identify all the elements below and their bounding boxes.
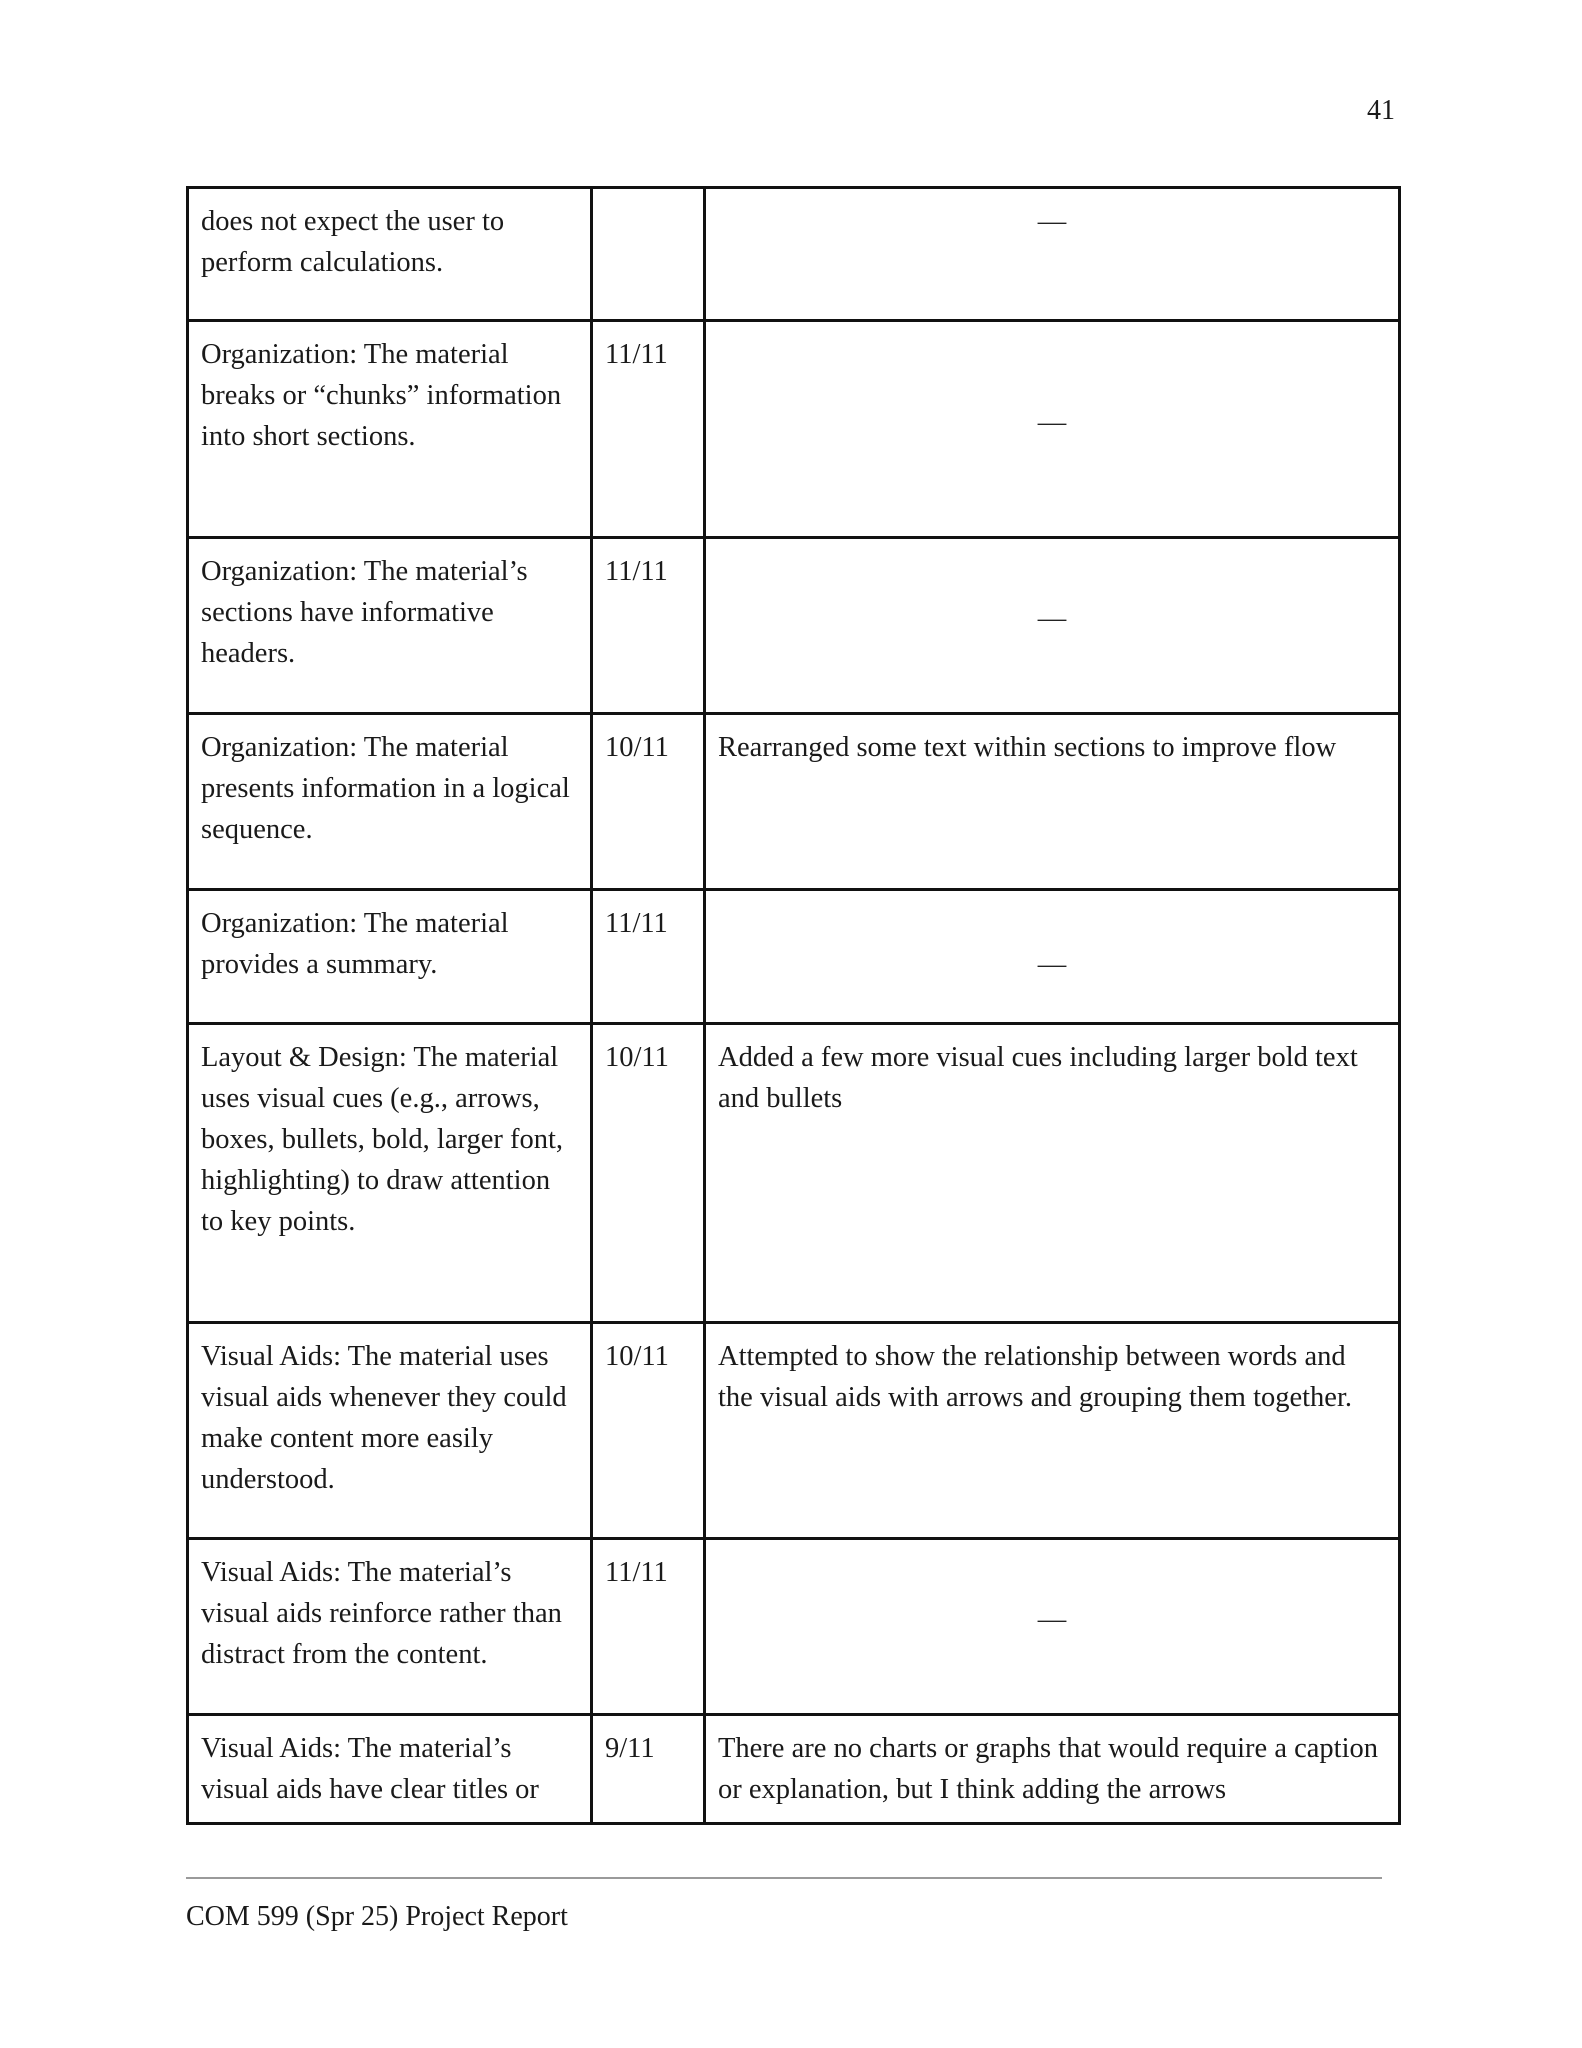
table-row <box>188 890 1400 1024</box>
score-cell: 11/11 <box>592 1539 705 1715</box>
table-row <box>188 538 1400 714</box>
note-cell: Rearranged some text within sections to improve flow <box>705 714 1400 890</box>
score-cell: 10/11 <box>592 1024 705 1323</box>
table-row <box>188 1323 1400 1539</box>
criterion-cell: Organization: The material breaks or “chunks” information into short sections. <box>188 321 592 538</box>
table-row <box>188 1024 1400 1323</box>
dash-mark: — <box>1037 206 1067 237</box>
table-row <box>188 714 1400 890</box>
note-cell <box>705 538 1400 714</box>
criterion-cell: Visual Aids: The material uses visual aids whenever they could make content more easily understood. <box>188 1323 592 1539</box>
note-cell <box>705 188 1400 321</box>
score-cell: 11/11 <box>592 890 705 1024</box>
score-cell: 11/11 <box>592 321 705 538</box>
criterion-cell: Visual Aids: The material’s visual aids have clear titles or <box>188 1715 592 1824</box>
table-row <box>188 1539 1400 1715</box>
score-cell: 10/11 <box>592 1323 705 1539</box>
rubric-table <box>186 186 1401 1825</box>
dash-mark: — <box>1037 1604 1067 1635</box>
score-cell: 10/11 <box>592 714 705 890</box>
score-cell: 9/11 <box>592 1715 705 1824</box>
note-cell: Added a few more visual cues including larger bold text and bullets <box>705 1024 1400 1323</box>
table-row <box>188 1715 1400 1824</box>
dash-mark: — <box>1037 603 1067 634</box>
criterion-cell: Visual Aids: The material’s visual aids reinforce rather than distract from the content. <box>188 1539 592 1715</box>
note-cell <box>705 321 1400 538</box>
note-cell: There are no charts or graphs that would require a caption or explanation, but I think adding the arrows <box>705 1715 1400 1824</box>
footer-divider <box>186 1877 1382 1879</box>
note-cell <box>705 890 1400 1024</box>
criterion-cell: Organization: The material provides a summary. <box>188 890 592 1024</box>
table-row <box>188 321 1400 538</box>
dash-mark: — <box>1037 406 1067 438</box>
page-number: 41 <box>1367 95 1395 126</box>
table-row <box>188 188 1400 321</box>
criterion-cell: Layout & Design: The material uses visual cues (e.g., arrows, boxes, bullets, bold, larger font, highlighting) to draw attention to key points. <box>188 1024 592 1323</box>
note-cell: Attempted to show the relationship between words and the visual aids with arrows and grouping them together. <box>705 1323 1400 1539</box>
score-cell <box>592 188 705 321</box>
page-footer: COM 599 (Spr 25) Project Report <box>186 1901 568 1932</box>
score-cell: 11/11 <box>592 538 705 714</box>
dash-mark: — <box>1037 949 1067 980</box>
criterion-cell: does not expect the user to perform calculations. <box>188 188 592 321</box>
criterion-cell: Organization: The material’s sections have informative headers. <box>188 538 592 714</box>
note-cell <box>705 1539 1400 1715</box>
criterion-cell: Organization: The material presents information in a logical sequence. <box>188 714 592 890</box>
